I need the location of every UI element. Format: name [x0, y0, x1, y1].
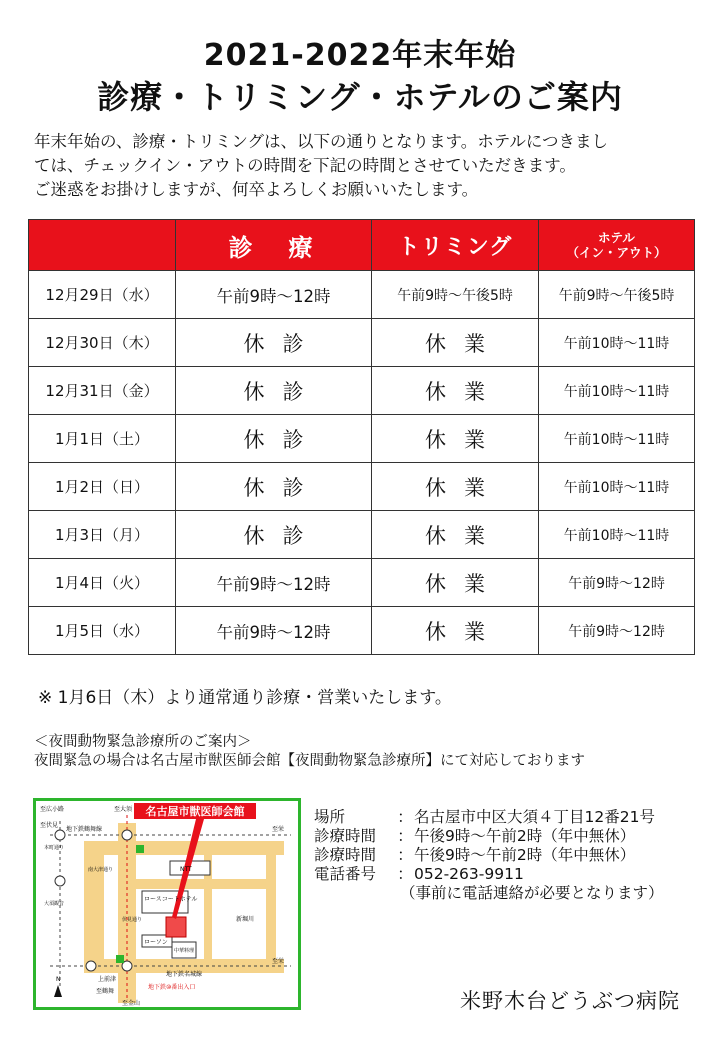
map-label: 大須観音 — [44, 901, 65, 907]
cell-date: 1月4日（火） — [29, 559, 176, 607]
cell-date: 1月2日（日） — [29, 463, 176, 511]
info-colon: ： — [397, 827, 413, 845]
map-label: 新堀川 — [236, 916, 255, 923]
cell-date: 12月29日（水） — [29, 271, 176, 319]
info-row-phone — [314, 865, 664, 884]
map-label: N — [56, 976, 61, 983]
cell-trimming: 休業 — [372, 607, 539, 655]
cell-date: 1月5日（水） — [29, 607, 176, 655]
cell-trimming: 休業 — [372, 415, 539, 463]
header-trimming: トリミング — [372, 220, 539, 271]
map-road — [84, 841, 284, 855]
map-label: 地下鉄名城線 — [166, 971, 203, 978]
info-colon: ： — [397, 865, 413, 883]
map-label: 至栄 — [272, 826, 285, 833]
cell-hotel: 午前9時～12時 — [539, 559, 695, 607]
info-label-text: 電話番号 — [314, 865, 377, 883]
cell-clinic: 休診 — [176, 415, 372, 463]
cell-trimming: 午前9時～午後5時 — [372, 271, 539, 319]
clinic-info — [314, 808, 664, 903]
cell-hotel: 午前10時～11時 — [539, 367, 695, 415]
map-label: 上前津 — [98, 976, 117, 983]
clinic-name: 米野木台どうぶつ病院 — [460, 989, 680, 1013]
table-row — [29, 415, 695, 463]
map-svg — [36, 801, 298, 1007]
cell-date: 1月1日（土） — [29, 415, 176, 463]
map-station-icon — [86, 961, 96, 971]
map-station-icon — [55, 876, 65, 886]
cell-clinic: 休診 — [176, 367, 372, 415]
cell-clinic: 午前9時～12時 — [176, 607, 372, 655]
map-label: 本町通り — [44, 845, 65, 851]
intro-text — [34, 130, 694, 202]
map-green-marker — [116, 955, 124, 963]
map-label: 至広小路 — [40, 806, 65, 813]
cell-hotel: 午前10時～11時 — [539, 319, 695, 367]
night-text: 夜間緊急の場合は名古屋市獣医師会館【夜間動物緊急診療所】にて対応しております — [34, 753, 585, 769]
cell-clinic: 午前9時～12時 — [176, 559, 372, 607]
table-row — [29, 271, 695, 319]
header-hotel-line1: ホテル — [598, 230, 635, 245]
table-row — [29, 463, 695, 511]
map-road — [266, 855, 276, 959]
table-row — [29, 367, 695, 415]
info-row-place — [314, 808, 664, 827]
map-label: 至鶴舞 — [96, 988, 115, 995]
intro-line: ご迷惑をお掛けしますが、何卒よろしくお願いいたします。 — [34, 180, 479, 199]
header-date — [29, 220, 176, 271]
schedule-table — [28, 219, 695, 655]
map-label: 中華料理 — [174, 948, 195, 954]
cell-clinic: 午前9時～12時 — [176, 271, 372, 319]
info-value: 午後9時～午前2時（年中無休） — [414, 827, 636, 845]
cell-trimming: 休業 — [372, 511, 539, 559]
cell-clinic: 休診 — [176, 511, 372, 559]
table-header-row — [29, 220, 695, 271]
cell-trimming: 休業 — [372, 367, 539, 415]
map-label: 地下鉄⑩番出入口 — [148, 984, 196, 991]
info-phone-note: （事前に電話連絡が必要となります） — [400, 884, 664, 902]
info-value: 午後9時～午前2時（年中無休） — [414, 846, 636, 864]
page-title: 診療・トリミング・ホテルのご案内 — [97, 78, 623, 116]
cell-clinic: 休診 — [176, 463, 372, 511]
header-clinic: 診 療 — [176, 220, 372, 271]
map-label: 至大須 — [114, 806, 133, 813]
map-label: 至栄 — [272, 958, 285, 965]
map-station-icon — [55, 830, 65, 840]
info-colon: ： — [397, 846, 413, 864]
cell-trimming: 休業 — [372, 463, 539, 511]
map-label: 南大津通り — [88, 867, 114, 873]
intro-line: ては、チェックイン・アウトの時間を下記の時間とさせていただきます。 — [34, 156, 576, 175]
info-label-text: 場所 — [314, 808, 346, 826]
map-label: ロースコートホテル — [144, 896, 198, 903]
map-label: 地下鉄鶴舞線 — [66, 826, 103, 833]
info-value: 名古屋市中区大須４丁目12番21号 — [414, 808, 655, 826]
header-hotel — [539, 220, 695, 271]
intro-line: 年末年始の、診療・トリミングは、以下の通りとなります。ホテルにつきまし — [34, 132, 609, 151]
cell-trimming: 休業 — [372, 559, 539, 607]
night-heading: ＜夜間動物緊急診療所のご案内＞ — [34, 734, 252, 750]
map-green-marker — [136, 845, 144, 853]
info-row-hours — [314, 827, 664, 846]
info-label-text: 診療時間 — [314, 846, 377, 864]
map-road — [84, 841, 104, 971]
resume-note: ※ 1月6日（木）より通常通り診療・営業いたします。 — [38, 688, 452, 708]
map-label: ローソン — [144, 939, 168, 946]
cell-hotel: 午前9時～12時 — [539, 607, 695, 655]
info-label — [314, 865, 396, 884]
info-label — [314, 846, 396, 865]
table-row — [29, 319, 695, 367]
cell-date: 12月31日（金） — [29, 367, 176, 415]
cell-hotel: 午前9時～午後5時 — [539, 271, 695, 319]
cell-hotel: 午前10時～11時 — [539, 511, 695, 559]
info-colon: ： — [397, 808, 413, 826]
info-value: 052-263-9911 — [414, 865, 524, 883]
map-destination-marker — [166, 917, 186, 937]
access-map — [33, 798, 301, 1010]
map-banner: 名古屋市獣医師会館 — [145, 805, 245, 818]
cell-hotel: 午前10時～11時 — [539, 463, 695, 511]
info-label-text: 診療時間 — [314, 827, 377, 845]
map-label: NTT — [180, 866, 192, 873]
title-year: 2021-2022年末年始 — [203, 38, 517, 73]
table-row — [29, 607, 695, 655]
north-arrow-icon — [54, 985, 62, 997]
info-row-hours — [314, 846, 664, 865]
cell-date: 12月30日（木） — [29, 319, 176, 367]
night-emergency-info — [34, 733, 585, 771]
map-station-icon — [122, 830, 132, 840]
cell-hotel: 午前10時～11時 — [539, 415, 695, 463]
map-label: 至金山 — [122, 1000, 141, 1007]
info-label — [314, 827, 396, 846]
info-label — [314, 808, 396, 827]
cell-date: 1月3日（月） — [29, 511, 176, 559]
table-row — [29, 559, 695, 607]
header-hotel-line2: （イン・アウト） — [566, 245, 667, 260]
table-row — [29, 511, 695, 559]
cell-trimming: 休業 — [372, 319, 539, 367]
map-label: 伏見通り — [122, 917, 143, 923]
map-label: 至伏見 — [40, 822, 59, 829]
cell-clinic: 休診 — [176, 319, 372, 367]
